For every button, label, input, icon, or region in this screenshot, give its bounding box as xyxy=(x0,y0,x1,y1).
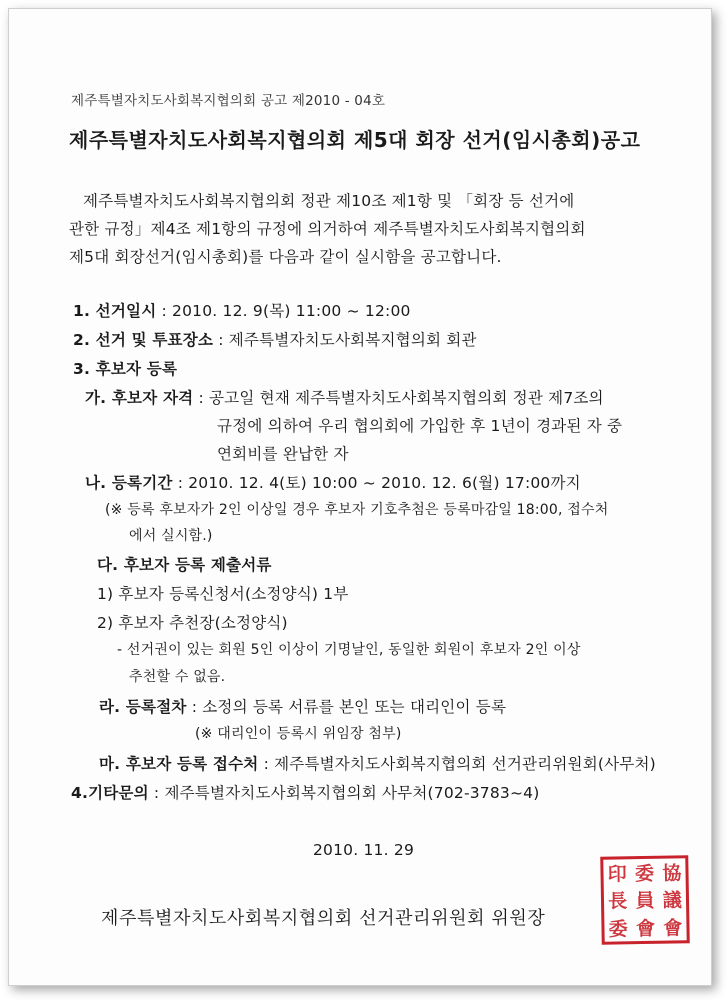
inquiry-value: : 제주특별자치도사회복지협의회 사무처(702-3783~4) xyxy=(148,784,540,802)
period-note-line-2: 에서 실시함.) xyxy=(129,528,213,544)
inquiry-label: 4.기타문의 xyxy=(71,784,149,802)
period-value: : 2010. 12. 4(토) 10:00 ~ 2010. 12. 6(월) 17:00까지 xyxy=(172,474,581,492)
procedure-label: 라. 등록절차 xyxy=(99,698,187,716)
election-date-value: : 2010. 12. 9(목) 11:00 ~ 12:00 xyxy=(156,302,411,320)
period-item xyxy=(85,471,581,493)
qualification-line-1: : 공고일 현재 제주특별자치도사회복지협의회 정관 제7조의 xyxy=(193,389,604,407)
inquiry-item xyxy=(71,781,539,803)
qualification-item xyxy=(85,386,604,408)
qualification-label: 가. 후보자 자격 xyxy=(85,389,194,407)
signatory: 제주특별자치도사회복지협의회 선거관리위원회 위원장 xyxy=(101,908,546,929)
procedure-item xyxy=(99,695,506,717)
procedure-value: : 소정의 등록 서류를 본인 또는 대리인이 등록 xyxy=(186,698,507,716)
registration-heading: 3. 후보자 등록 xyxy=(73,360,178,378)
election-date-item xyxy=(73,299,411,321)
venue-item xyxy=(73,328,477,350)
venue-value: : 제주특별자치도사회복지협의회 회관 xyxy=(213,331,477,349)
document-item-2: 2) 후보자 추천장(소정양식) xyxy=(97,614,288,632)
qualification-line-2: 규정에 의하여 우리 협의회에 가입한 후 1년이 경과된 자 중 xyxy=(217,417,623,435)
document-page xyxy=(8,8,712,986)
intro-line-2: 관한 규정」제4조 제1항의 규정에 의거하여 제주특별자치도사회복지협의회 xyxy=(69,220,586,238)
procedure-note: (※ 대리인이 등록시 위임장 첨부) xyxy=(195,726,402,742)
document-title: 제주특별자치도사회복지협의회 제5대 회장 선거(임시총회)공고 xyxy=(69,128,641,152)
period-label: 나. 등록기간 xyxy=(85,474,173,492)
intro-line-3: 제5대 회장선거(임시총회)를 다음과 같이 실시함을 공고합니다. xyxy=(69,248,502,266)
intro-line-1: 제주특별자치도사회복지협의회 정관 제10조 제1항 및 「회장 등 선거에 xyxy=(83,192,575,210)
document-note-line-2: 추천할 수 없음. xyxy=(129,669,226,685)
office-label: 마. 후보자 등록 접수처 xyxy=(99,755,259,773)
official-seal: 印 委 協 長 員 議 委 會 會 xyxy=(600,855,690,945)
election-date-label: 1. 선거일시 xyxy=(73,302,157,320)
venue-label: 2. 선거 및 투표장소 xyxy=(73,331,214,349)
period-note-line-1: (※ 등록 후보자가 2인 이상일 경우 후보자 기호추첨은 등록마감일 18:00, 접수처 xyxy=(105,502,609,518)
document-note-line-1: - 선거권이 있는 회원 5인 이상이 기명날인, 동일한 회원이 후보자 2인 이상 xyxy=(117,642,581,658)
document-item-1: 1) 후보자 등록신청서(소정양식) 1부 xyxy=(97,585,349,603)
notice-number: 제주특별자치도사회복지협의회 공고 제2010 - 04호 xyxy=(71,93,386,109)
qualification-line-3: 연회비를 완납한 자 xyxy=(217,445,349,463)
office-item xyxy=(99,752,656,774)
documents-heading: 다. 후보자 등록 제출서류 xyxy=(97,556,272,574)
document-date: 2010. 11. 29 xyxy=(313,841,415,859)
office-value: : 제주특별자치도사회복지협의회 선거관리위원회(사무처) xyxy=(258,755,656,773)
